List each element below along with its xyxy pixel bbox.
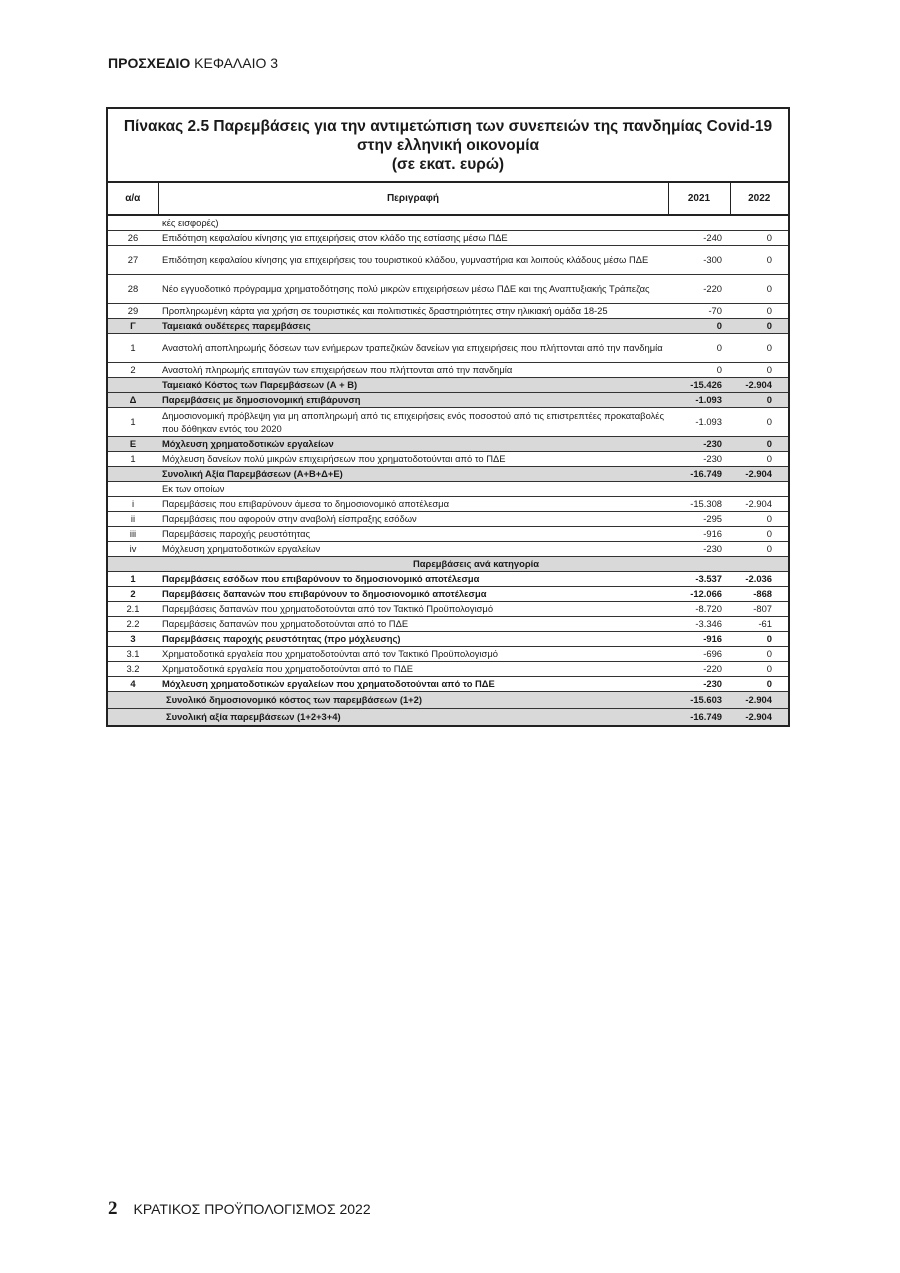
value-2022: -2.904 [730, 378, 788, 393]
row-description: Ταμειακό Κόστος των Παρεμβάσεων (Α + Β) [158, 378, 668, 393]
row-description: Παρεμβάσεις που επιβαρύνουν άμεσα το δημοσιονομικό αποτέλεσμα [158, 497, 668, 512]
value-2021: -8.720 [668, 602, 730, 617]
value-2022: 0 [730, 275, 788, 304]
row-description: Μόχλευση δανείων πολύ μικρών επιχειρήσεων που χρηματοδοτούνται από το ΠΔΕ [158, 452, 668, 467]
row-number: ii [108, 512, 158, 527]
row-description: Μόχλευση χρηματοδοτικών εργαλείων [158, 437, 668, 452]
row-number: 29 [108, 304, 158, 319]
row-description: Ταμειακά ουδέτερες παρεμβάσεις [158, 319, 668, 334]
table-title-line-2: στην ελληνική οικονομία [356, 137, 540, 154]
row-number [108, 467, 158, 482]
row-number: 2 [108, 363, 158, 378]
table-row [108, 692, 788, 709]
table-body [108, 215, 788, 725]
value-2021: -16.749 [668, 467, 730, 482]
value-2021: -916 [668, 632, 730, 647]
table-row [108, 482, 788, 497]
value-2022: 0 [730, 662, 788, 677]
table-row [108, 467, 788, 482]
row-description: Εκ των οποίων [158, 482, 668, 497]
row-number: 27 [108, 246, 158, 275]
row-number: 2.1 [108, 602, 158, 617]
value-2022: 0 [730, 632, 788, 647]
row-number: 1 [108, 334, 158, 363]
row-description: Συνολική Αξία Παρεμβάσεων (Α+Β+Δ+Ε) [158, 467, 668, 482]
value-2021: -15.603 [668, 692, 730, 709]
value-2022: 0 [730, 542, 788, 557]
value-2022: -807 [730, 602, 788, 617]
table-row [108, 437, 788, 452]
table-row [108, 677, 788, 692]
value-2021: -220 [668, 275, 730, 304]
value-2021: 0 [668, 363, 730, 378]
value-2022: -61 [730, 617, 788, 632]
value-2022: 0 [730, 408, 788, 437]
value-2021: -230 [668, 452, 730, 467]
value-2022: 0 [730, 437, 788, 452]
value-2022: -2.904 [730, 692, 788, 709]
value-2021: -16.749 [668, 709, 730, 726]
value-2021: 0 [668, 319, 730, 334]
table-row [108, 512, 788, 527]
row-description: Χρηματοδοτικά εργαλεία που χρηματοδοτούνται από τον Τακτικό Προϋπολογισμό [158, 647, 668, 662]
row-number: i [108, 497, 158, 512]
section-heading: Παρεμβάσεις ανά κατηγορία [108, 557, 788, 572]
row-number: 3.2 [108, 662, 158, 677]
table-row [108, 215, 788, 231]
row-description: Παρεμβάσεις δαπανών που χρηματοδοτούνται από τον Τακτικό Προϋπολογισμό [158, 602, 668, 617]
value-2021: -230 [668, 677, 730, 692]
table-title-line-1: Πίνακας 2.5 Παρεμβάσεις για την αντιμετώπιση των συνεπειών της πανδημίας Covid-19 [123, 118, 773, 135]
value-2022: 0 [730, 393, 788, 408]
row-description: Δημοσιονομική πρόβλεψη για μη αποπληρωμή από τις επιχειρήσεις ενός ποσοστού από τις επιστρεπτέες προκαταβολές που δόθηκαν εντός του 2020 [158, 408, 668, 437]
row-description: Προπληρωμένη κάρτα για χρήση σε τουριστικές και πολιτιστικές δραστηριότητες στην ηλικιακή ομάδα 18-25 [158, 304, 668, 319]
row-number: 1 [108, 408, 158, 437]
table-row [108, 378, 788, 393]
header-row [108, 183, 788, 215]
value-2022: 0 [730, 319, 788, 334]
row-description: κές εισφορές) [162, 217, 219, 229]
value-2022: 0 [730, 452, 788, 467]
table-row [108, 647, 788, 662]
row-number: Ε [108, 437, 158, 452]
row-number [108, 709, 158, 726]
table-row [108, 393, 788, 408]
table-row [108, 304, 788, 319]
value-2021: -230 [668, 542, 730, 557]
header-num: α/α [108, 183, 158, 215]
row-number: 4 [108, 677, 158, 692]
row-description: Παρεμβάσεις δαπανών που χρηματοδοτούνται από το ΠΔΕ [158, 617, 668, 632]
row-number: Δ [108, 393, 158, 408]
page-number: 2 [108, 1198, 118, 1219]
value-2021: -3.346 [668, 617, 730, 632]
row-number: Γ [108, 319, 158, 334]
row-description: Αναστολή πληρωμής επιταγών των επιχειρήσεων που πλήττονται από την πανδημία [158, 363, 668, 378]
value-2021: -295 [668, 512, 730, 527]
value-2021: -15.308 [668, 497, 730, 512]
row-number: 1 [108, 452, 158, 467]
value-2021: 0 [668, 334, 730, 363]
row-description: Παρεμβάσεις εσόδων που επιβαρύνουν το δημοσιονομικό αποτέλεσμα [158, 572, 668, 587]
table-row [108, 709, 788, 726]
value-2022: -2.036 [730, 572, 788, 587]
table-row [108, 319, 788, 334]
row-description: Παρεμβάσεις με δημοσιονομική επιβάρυνση [158, 393, 668, 408]
header-description: Περιγραφή [158, 183, 668, 215]
table-row [108, 572, 788, 587]
value-2022: 0 [730, 677, 788, 692]
running-head [108, 55, 278, 71]
table-row [108, 246, 788, 275]
header-2022: 2022 [730, 183, 788, 215]
row-description: Παρεμβάσεις δαπανών που επιβαρύνουν το δημοσιονομικό αποτέλεσμα [158, 587, 668, 602]
row-number: 2.2 [108, 617, 158, 632]
value-2021: -1.093 [668, 393, 730, 408]
table-row [108, 587, 788, 602]
row-number: 1 [108, 572, 158, 587]
value-2021: -1.093 [668, 408, 730, 437]
value-2022 [730, 482, 788, 497]
value-2022: 0 [730, 363, 788, 378]
row-number [108, 378, 158, 393]
row-number: 3 [108, 632, 158, 647]
row-number [108, 692, 158, 709]
table-row [108, 602, 788, 617]
value-2022: -868 [730, 587, 788, 602]
row-number: 3.1 [108, 647, 158, 662]
table-row [108, 363, 788, 378]
row-description: Επιδότηση κεφαλαίου κίνησης για επιχειρήσεις στον κλάδο της εστίασης μέσω ΠΔΕ [158, 231, 668, 246]
row-description: Συνολικό δημοσιονομικό κόστος των παρεμβάσεων (1+2) [158, 692, 668, 709]
row-description: Επιδότηση κεφαλαίου κίνησης για επιχειρήσεις του τουριστικού κλάδου, γυμναστήρια και λοιπούς κλάδους μέσω ΠΔΕ [158, 246, 668, 275]
table-row [108, 452, 788, 467]
value-2021: -916 [668, 527, 730, 542]
value-2021: -240 [668, 231, 730, 246]
header-2021: 2021 [668, 183, 730, 215]
row-description: Αναστολή αποπληρωμής δόσεων των ενήμερων τραπεζικών δανείων για επιχειρήσεις που πλήττονται από την πανδημία [158, 334, 668, 363]
value-2021: -70 [668, 304, 730, 319]
table-row [108, 275, 788, 304]
row-description: Μόχλευση χρηματοδοτικών εργαλείων [158, 542, 668, 557]
value-2022: -2.904 [730, 467, 788, 482]
table-row [108, 617, 788, 632]
value-2022: 0 [730, 246, 788, 275]
row-number: 2 [108, 587, 158, 602]
table-row [108, 497, 788, 512]
row-description: Παρεμβάσεις παροχής ρευστότητας [158, 527, 668, 542]
value-2022: 0 [730, 231, 788, 246]
value-2022: 0 [730, 512, 788, 527]
value-2021: -230 [668, 437, 730, 452]
value-2022: 0 [730, 334, 788, 363]
row-description: Χρηματοδοτικά εργαλεία που χρηματοδοτούνται από το ΠΔΕ [158, 662, 668, 677]
value-2021 [668, 215, 730, 231]
row-description: Παρεμβάσεις παροχής ρευστότητας (προ μόχλευσης) [158, 632, 668, 647]
row-number: 26 [108, 231, 158, 246]
table-row [108, 231, 788, 246]
table-row [108, 408, 788, 437]
row-description: Μόχλευση χρηματοδοτικών εργαλείων που χρηματοδοτούνται από το ΠΔΕ [158, 677, 668, 692]
running-head-draft: ΠΡΟΣΧΕΔΙΟ [108, 55, 191, 71]
footer-title: ΚΡΑΤΙΚΟΣ ΠΡΟΫΠΟΛΟΓΙΣΜΟΣ 2022 [133, 1201, 371, 1217]
value-2021 [668, 482, 730, 497]
table-title-line-3: (σε εκατ. ευρώ) [391, 156, 505, 173]
value-2021: -696 [668, 647, 730, 662]
value-2021: -300 [668, 246, 730, 275]
row-number [108, 215, 158, 231]
running-head-chapter: ΚΕΦΑΛΑΙΟ 3 [190, 55, 279, 71]
value-2022: -2.904 [730, 497, 788, 512]
table-row [108, 542, 788, 557]
table-row [108, 632, 788, 647]
row-number [108, 482, 158, 497]
value-2021: -220 [668, 662, 730, 677]
row-number: iii [108, 527, 158, 542]
value-2021: -3.537 [668, 572, 730, 587]
value-2021: -12.066 [668, 587, 730, 602]
value-2022: 0 [730, 304, 788, 319]
value-2022: 0 [730, 527, 788, 542]
table-row [108, 527, 788, 542]
row-number: iv [108, 542, 158, 557]
value-2022: 0 [730, 647, 788, 662]
row-description: Νέο εγγυοδοτικό πρόγραμμα χρηματοδότησης πολύ μικρών επιχειρήσεων μέσω ΠΔΕ και της Αναπτυξιακής Τράπεζας [158, 275, 668, 304]
value-2021: -15.426 [668, 378, 730, 393]
data-table [108, 183, 788, 725]
table-title [108, 109, 788, 183]
table-row [108, 334, 788, 363]
value-2022 [730, 215, 788, 231]
row-description: Συνολική αξία παρεμβάσεων (1+2+3+4) [158, 709, 668, 726]
row-number: 28 [108, 275, 158, 304]
table-row [108, 662, 788, 677]
table-row [108, 557, 788, 572]
page-footer [108, 1198, 371, 1220]
row-description: Παρεμβάσεις που αφορούν στην αναβολή είσπραξης εσόδων [158, 512, 668, 527]
interventions-table [106, 107, 790, 727]
value-2022: -2.904 [730, 709, 788, 726]
